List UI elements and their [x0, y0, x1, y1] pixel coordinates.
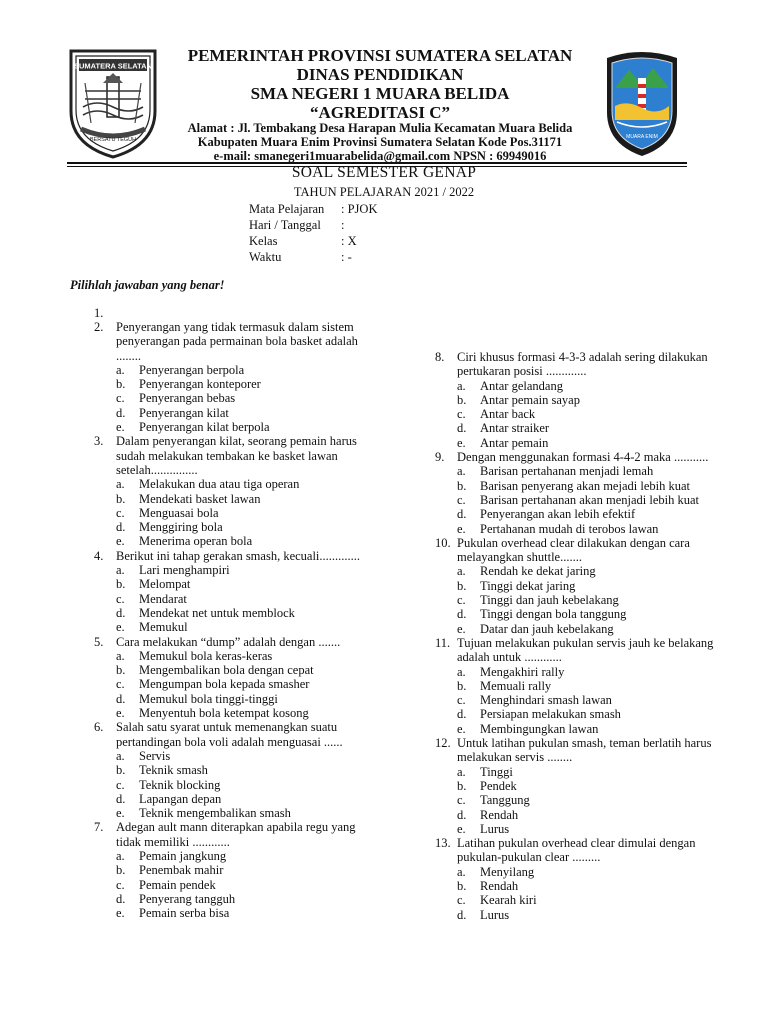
- option-letter: a.: [116, 848, 125, 863]
- option-text: Mengakhiri rally: [480, 664, 565, 679]
- answer-option: [457, 622, 725, 636]
- crest-right-text: MUARA ENIM: [626, 134, 658, 140]
- option-letter: b.: [116, 863, 126, 878]
- answer-option: [457, 579, 725, 593]
- option-letter: e.: [457, 621, 466, 636]
- question-number: 6.: [94, 720, 104, 735]
- option-text: Penyerang tangguh: [139, 891, 236, 906]
- option-text: Tinggi dan jauh kebelakang: [480, 593, 619, 608]
- question-text: Salah satu syarat untuk memenangkan suatu pertandingan bola voli adalah menguasai ......: [116, 720, 343, 749]
- question-number: 9.: [435, 450, 445, 465]
- answer-option: [457, 679, 725, 693]
- question-number: 12.: [435, 736, 451, 751]
- answer-option: [116, 420, 370, 434]
- option-letter: d.: [116, 791, 126, 806]
- answer-options: [116, 363, 370, 434]
- option-letter: b.: [457, 578, 467, 593]
- answer-option: [116, 692, 370, 706]
- answer-option: [457, 607, 725, 621]
- question-item: [94, 720, 370, 820]
- option-text: Pemain jangkung: [139, 848, 227, 863]
- question-text: Ciri khusus formasi 4-3-3 adalah sering dilakukan pertukaran posisi .............: [457, 350, 708, 379]
- question-number: 8.: [435, 350, 445, 364]
- option-text: Datar dan jauh kebelakang: [480, 621, 614, 636]
- answer-option: [457, 707, 725, 721]
- option-letter: e.: [116, 906, 125, 921]
- question-item: [94, 635, 370, 721]
- answer-option: [457, 893, 725, 907]
- option-text: Rendah: [480, 807, 519, 822]
- option-text: Antar gelandang: [480, 378, 563, 393]
- info-value: : -: [341, 250, 352, 264]
- info-label: Mata Pelajaran: [249, 202, 325, 216]
- answer-option: [457, 479, 725, 493]
- option-letter: e.: [116, 420, 125, 435]
- letterhead-accreditation: “AGREDITASI C”: [310, 103, 450, 122]
- question-text: Cara melakukan “dump” adalah dengan .......: [116, 634, 341, 649]
- questions-right-column: [435, 350, 725, 922]
- option-letter: e.: [457, 721, 466, 736]
- answer-option: [116, 620, 370, 634]
- question-number: 7.: [94, 820, 104, 835]
- answer-option: [116, 477, 370, 491]
- letterhead-address-1: Alamat : Jl. Tembakang Desa Harapan Mulia Kecamatan Muara Belida: [187, 121, 573, 135]
- question-text: Adegan ault mann diterapkan apabila regu yang tidak memiliki ............: [116, 820, 356, 849]
- answer-option: [116, 534, 370, 548]
- option-letter: d.: [457, 707, 467, 722]
- option-letter: d.: [116, 520, 126, 535]
- option-letter: a.: [116, 477, 125, 492]
- option-text: Penyerangan bebas: [139, 391, 236, 406]
- answer-option: [457, 765, 725, 779]
- option-text: Servis: [139, 748, 171, 763]
- answer-option: [116, 577, 370, 591]
- info-row-time: [249, 249, 377, 265]
- option-letter: a.: [116, 748, 125, 763]
- answer-option: [457, 564, 725, 578]
- question-item: [435, 836, 725, 922]
- answer-option: [116, 649, 370, 663]
- answer-option: [457, 436, 725, 450]
- option-text: Antar pemain sayap: [480, 392, 580, 407]
- info-label: Waktu: [249, 250, 282, 264]
- option-text: Menyentuh bola ketempat kosong: [139, 706, 309, 721]
- option-letter: a.: [116, 563, 125, 578]
- question-number: 13.: [435, 836, 451, 851]
- option-letter: c.: [457, 693, 466, 708]
- option-letter: e.: [457, 435, 466, 450]
- option-text: Penyerangan akan lebih efektif: [480, 507, 636, 522]
- option-letter: d.: [457, 421, 467, 436]
- answer-option: [116, 749, 370, 763]
- option-text: Mengembalikan bola dengan cepat: [139, 663, 314, 678]
- option-text: Penyerangan berpola: [139, 362, 245, 377]
- answer-option: [116, 906, 370, 920]
- option-text: Penembak mahir: [139, 863, 224, 878]
- info-label: Kelas: [249, 234, 278, 248]
- option-letter: e.: [116, 620, 125, 635]
- option-text: Mendekati basket lawan: [139, 491, 261, 506]
- option-text: Lurus: [480, 907, 510, 922]
- option-text: Pemain pendek: [139, 877, 216, 892]
- info-label: Hari / Tanggal: [249, 218, 321, 232]
- option-letter: b.: [457, 678, 467, 693]
- option-text: Menggiring bola: [139, 520, 223, 535]
- option-letter: a.: [457, 664, 466, 679]
- answer-option: [457, 865, 725, 879]
- option-letter: c.: [116, 777, 125, 792]
- option-letter: d.: [116, 405, 126, 420]
- option-letter: c.: [116, 677, 125, 692]
- answer-option: [457, 879, 725, 893]
- question-text: Pukulan overhead clear dilakukan dengan cara melayangkan shuttle.......: [457, 535, 690, 565]
- answer-option: [116, 592, 370, 606]
- option-letter: b.: [457, 392, 467, 407]
- question-number: 10.: [435, 535, 451, 550]
- option-text: Lapangan depan: [139, 791, 222, 806]
- option-letter: c.: [116, 591, 125, 606]
- option-text: Tinggi: [480, 764, 513, 779]
- option-letter: d.: [457, 507, 467, 522]
- option-text: Menghindari smash lawan: [480, 693, 612, 708]
- crest-motto: BERSATU TEGUH: [89, 137, 137, 143]
- answer-option: [457, 493, 725, 507]
- exam-year: TAHUN PELAJARAN 2021 / 2022: [293, 185, 475, 199]
- option-text: Barisan pertahanan menjadi lemah: [480, 464, 654, 479]
- letterhead-school-name: SMA NEGERI 1 MUARA BELIDA: [250, 84, 510, 103]
- answer-options: [116, 649, 370, 720]
- option-text: Mengumpan bola kepada smasher: [139, 677, 310, 692]
- answer-option: [116, 878, 370, 892]
- answer-option: [116, 663, 370, 677]
- option-letter: c.: [116, 391, 125, 406]
- option-text: Melompat: [139, 577, 191, 592]
- exam-title: SOAL SEMESTER GENAP: [291, 164, 477, 181]
- option-text: Antar straiker: [480, 421, 550, 436]
- info-row-class: [249, 233, 377, 249]
- option-letter: e.: [116, 534, 125, 549]
- option-text: Rendah: [480, 878, 519, 893]
- option-letter: d.: [116, 605, 126, 620]
- info-row-date: [249, 217, 377, 233]
- question-text: Tujuan melakukan pukulan servis jauh ke belakang adalah untuk ............: [457, 635, 714, 665]
- option-letter: e.: [457, 821, 466, 836]
- answer-options: [116, 563, 370, 634]
- question-text: Penyerangan yang tidak termasuk dalam sistem penyerangan pada permainan bola basket adalah ........: [116, 320, 358, 363]
- answer-option: [116, 520, 370, 534]
- question-item: [94, 549, 370, 635]
- letterhead-address-2: Kabupaten Muara Enim Provinsi Sumatera Selatan Kode Pos.31171: [197, 135, 563, 149]
- option-text: Teknik mengembalikan smash: [139, 806, 291, 821]
- letterhead-contact: e-mail: smanegeri1muarabelida@gmail.com NPSN : 69949016: [213, 149, 547, 163]
- info-value: : X: [341, 234, 357, 248]
- answer-option: [116, 363, 370, 377]
- answer-option: [116, 563, 370, 577]
- answer-option: [116, 763, 370, 777]
- option-letter: b.: [116, 377, 126, 392]
- question-number: 11.: [435, 635, 451, 650]
- answer-option: [116, 391, 370, 405]
- exam-info-table: [249, 201, 377, 265]
- answer-option: [116, 778, 370, 792]
- question-number: 5.: [94, 634, 104, 649]
- answer-option: [457, 822, 725, 836]
- option-text: Memukul bola keras-keras: [139, 648, 273, 663]
- option-text: Kearah kiri: [480, 893, 537, 908]
- option-text: Teknik smash: [139, 763, 208, 778]
- option-text: Rendah ke dekat jaring: [480, 564, 596, 579]
- answer-option: [457, 464, 725, 478]
- muara-enim-crest-logo: [599, 48, 685, 158]
- info-value: : PJOK: [341, 202, 378, 216]
- option-text: Penyerangan konteporer: [139, 377, 261, 392]
- option-letter: b.: [116, 663, 126, 678]
- question-text: Latihan pukulan overhead clear dimulai dengan pukulan-pukulan clear .........: [457, 836, 696, 865]
- question-text: Berikut ini tahap gerakan smash, kecuali.............: [116, 548, 361, 563]
- answer-option: [116, 892, 370, 906]
- option-letter: d.: [457, 607, 467, 622]
- answer-option: [457, 421, 725, 435]
- option-letter: c.: [457, 593, 466, 608]
- option-letter: b.: [457, 878, 467, 893]
- option-text: Tinggi dekat jaring: [480, 578, 576, 593]
- option-text: Mendekat net untuk memblock: [139, 605, 295, 620]
- option-text: Memukul: [139, 620, 188, 635]
- info-value: :: [341, 218, 345, 232]
- option-letter: a.: [457, 564, 466, 579]
- answer-options: [457, 379, 725, 450]
- answer-options: [457, 865, 725, 922]
- option-text: Membingungkan lawan: [480, 721, 599, 736]
- question-item: [435, 450, 725, 536]
- question-number: 4.: [94, 548, 104, 563]
- option-text: Barisan pertahanan akan menjadi lebih kuat: [480, 492, 700, 507]
- option-text: Tanggung: [480, 793, 530, 808]
- option-letter: a.: [116, 362, 125, 377]
- option-letter: b.: [116, 577, 126, 592]
- answer-option: [457, 407, 725, 421]
- question-number: 2.: [94, 320, 104, 334]
- question-text: Dalam penyerangan kilat, seorang pemain harus sudah melakukan tembakan ke basket lawan setelah...............: [116, 434, 357, 477]
- option-letter: c.: [116, 877, 125, 892]
- option-text: Penyerangan kilat berpola: [139, 420, 270, 435]
- sumsel-crest-logo: [67, 45, 159, 159]
- answer-option: [457, 908, 725, 922]
- question-number: 3.: [94, 434, 104, 449]
- option-text: Memuali rally: [480, 678, 552, 693]
- answer-option: [457, 779, 725, 793]
- option-text: Menguasai bola: [139, 505, 219, 520]
- question-item: [94, 320, 370, 434]
- answer-options: [457, 765, 725, 836]
- answer-option: [116, 677, 370, 691]
- option-text: Pendek: [480, 778, 517, 793]
- question-item: [94, 306, 370, 320]
- option-letter: d.: [116, 891, 126, 906]
- letterhead-line-2: DINAS PENDIDIKAN: [296, 65, 464, 84]
- option-text: Pemain serba bisa: [139, 906, 230, 921]
- info-row-subject: [249, 201, 377, 217]
- option-letter: d.: [457, 807, 467, 822]
- option-letter: c.: [457, 492, 466, 507]
- answer-options: [116, 477, 370, 548]
- option-letter: b.: [457, 778, 467, 793]
- question-item: [435, 536, 725, 636]
- option-letter: a.: [457, 378, 466, 393]
- option-letter: e.: [457, 521, 466, 536]
- answer-option: [457, 808, 725, 822]
- answer-option: [457, 722, 725, 736]
- crest-text: SUMATERA SELATAN: [73, 61, 153, 71]
- option-text: Antar pemain: [480, 435, 549, 450]
- question-item: [435, 350, 725, 450]
- option-letter: d.: [116, 691, 126, 706]
- option-text: Menerima operan bola: [139, 534, 253, 549]
- question-item: [435, 636, 725, 736]
- option-text: Tinggi dengan bola tanggung: [480, 607, 627, 622]
- answer-option: [457, 793, 725, 807]
- answer-option: [116, 406, 370, 420]
- question-item: [435, 736, 725, 836]
- answer-options: [116, 849, 370, 920]
- option-letter: b.: [116, 763, 126, 778]
- questions-left-column: [94, 306, 370, 920]
- answer-option: [457, 393, 725, 407]
- option-letter: c.: [116, 505, 125, 520]
- question-text: Dengan menggunakan formasi 4-4-2 maka ...........: [457, 450, 709, 465]
- option-letter: a.: [457, 764, 466, 779]
- option-text: Lurus: [480, 821, 510, 836]
- question-item: [94, 434, 370, 548]
- option-text: Memukul bola tinggi-tinggi: [139, 691, 278, 706]
- option-text: Mendarat: [139, 591, 187, 606]
- option-letter: a.: [457, 464, 466, 479]
- answer-option: [116, 606, 370, 620]
- option-letter: c.: [457, 793, 466, 808]
- question-item: [94, 820, 370, 920]
- answer-option: [116, 492, 370, 506]
- option-text: Teknik blocking: [139, 777, 221, 792]
- option-text: Menyilang: [480, 864, 535, 879]
- question-text: [116, 306, 370, 320]
- answer-options: [457, 464, 725, 535]
- option-letter: c.: [457, 893, 466, 908]
- option-text: Barisan penyerang akan mejadi lebih kuat: [480, 478, 690, 493]
- answer-option: [116, 849, 370, 863]
- option-letter: a.: [116, 648, 125, 663]
- answer-option: [457, 693, 725, 707]
- instruction-text: Pilihlah jawaban yang benar!: [70, 278, 225, 292]
- answer-options: [457, 564, 725, 635]
- answer-option: [116, 792, 370, 806]
- option-letter: b.: [457, 478, 467, 493]
- option-text: Antar back: [480, 407, 536, 422]
- answer-option: [116, 806, 370, 820]
- option-letter: a.: [457, 864, 466, 879]
- option-text: Melakukan dua atau tiga operan: [139, 477, 300, 492]
- answer-option: [457, 507, 725, 521]
- option-letter: d.: [457, 907, 467, 922]
- option-text: Lari menghampiri: [139, 563, 230, 578]
- option-letter: c.: [457, 407, 466, 422]
- question-number: 1.: [94, 306, 104, 320]
- answer-option: [457, 665, 725, 679]
- answer-option: [116, 377, 370, 391]
- option-text: Penyerangan kilat: [139, 405, 229, 420]
- letterhead-line-1: PEMERINTAH PROVINSI SUMATERA SELATAN: [187, 46, 573, 65]
- answer-options: [116, 749, 370, 820]
- answer-option: [116, 506, 370, 520]
- answer-option: [457, 522, 725, 536]
- option-letter: e.: [116, 806, 125, 821]
- option-letter: b.: [116, 491, 126, 506]
- question-text: Untuk latihan pukulan smash, teman berlatih harus melakukan servis ........: [457, 736, 712, 765]
- answer-option: [116, 706, 370, 720]
- answer-options: [457, 665, 725, 736]
- answer-option: [457, 593, 725, 607]
- option-letter: e.: [116, 706, 125, 721]
- option-text: Pertahanan mudah di terobos lawan: [480, 521, 659, 536]
- option-text: Persiapan melakukan smash: [480, 707, 621, 722]
- answer-option: [116, 863, 370, 877]
- answer-option: [457, 379, 725, 393]
